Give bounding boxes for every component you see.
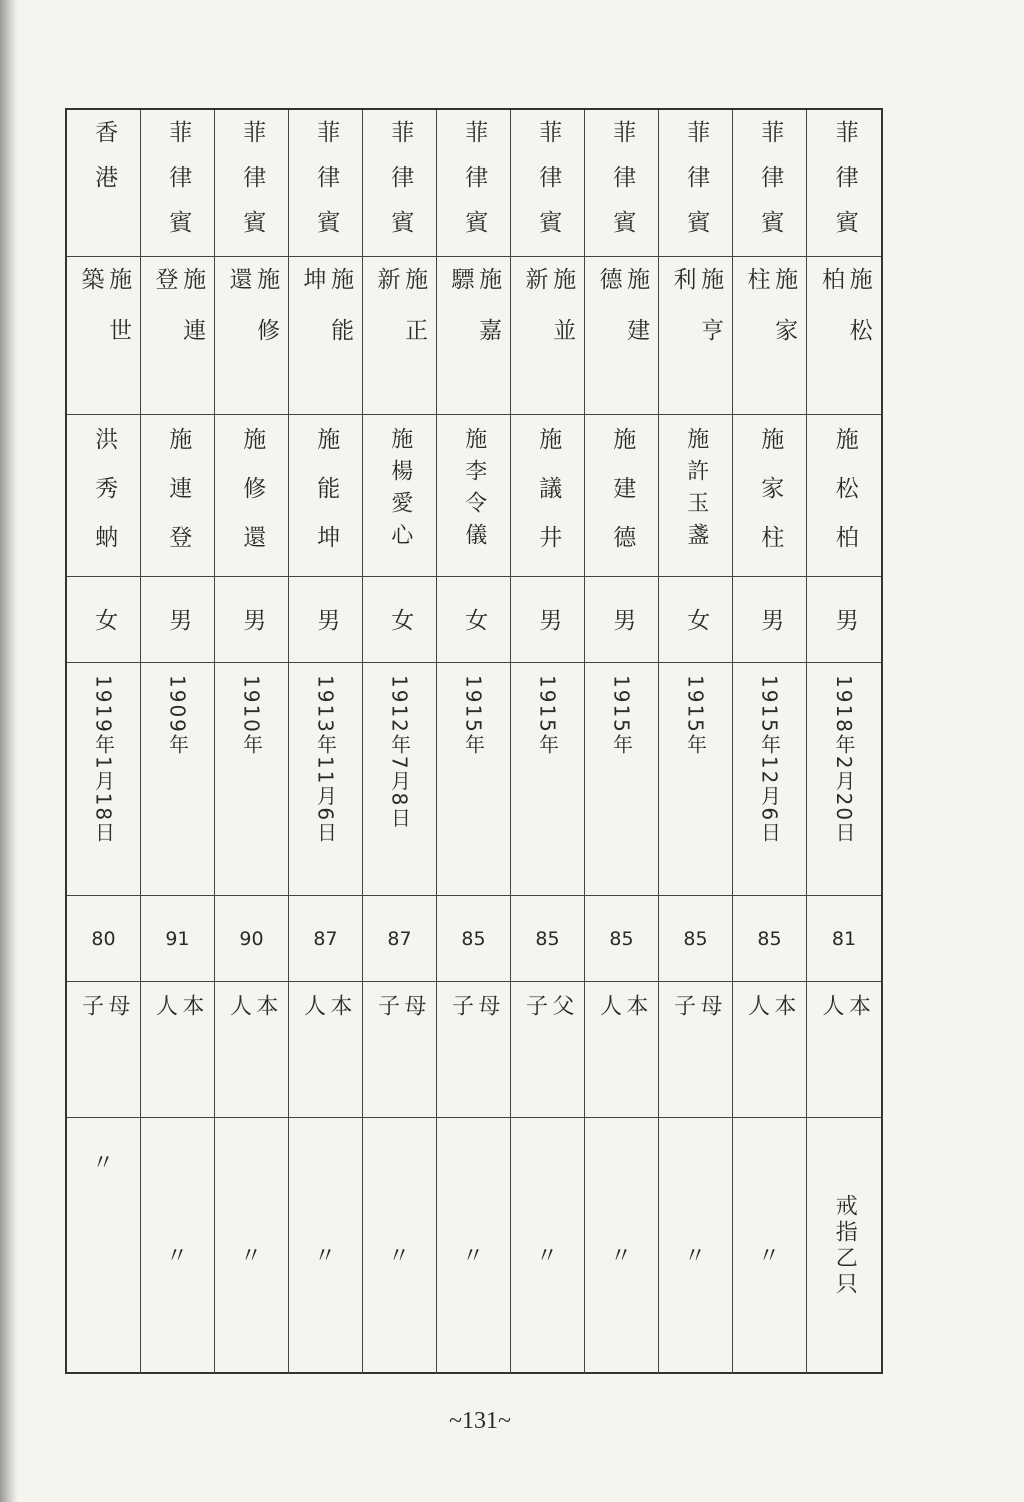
country-cell-text: 菲律賓 [831, 120, 858, 255]
birth-date-cell-text: 1915年 [609, 675, 634, 756]
binding-gutter [0, 0, 18, 1502]
relation-cell [585, 982, 659, 1118]
person-name-cell-text: 施家柱 [757, 427, 784, 574]
relation-cell [67, 982, 141, 1118]
relation-cell [363, 982, 437, 1118]
relation-cell-text: 父子 [522, 994, 574, 1072]
person-name-cell [585, 415, 659, 577]
age-cell-text: 87 [313, 927, 338, 950]
person-name-cell [363, 415, 437, 577]
item-cell-text: 〃 [165, 1243, 189, 1269]
birth-date-cell-text: 1915年 [683, 675, 708, 756]
sex-cell-text: 男 [609, 608, 636, 631]
age-cell [659, 896, 733, 982]
item-cell-text: 〃 [757, 1243, 781, 1269]
country-cell-text: 菲律賓 [165, 120, 192, 255]
applicant-name-cell [585, 257, 659, 415]
page-number: ~131~ [449, 1408, 511, 1434]
sex-cell [807, 577, 881, 663]
item-cell [141, 1118, 215, 1374]
country-cell [733, 110, 807, 257]
country-cell [67, 110, 141, 257]
relation-cell [733, 982, 807, 1118]
item-cell-text: 〃 [387, 1243, 411, 1269]
country-cell [511, 110, 585, 257]
age-cell-text: 85 [757, 927, 782, 950]
item-cell [585, 1118, 659, 1374]
age-cell [67, 896, 141, 982]
applicant-name-cell-text: 施世築 [77, 267, 132, 369]
sex-cell [289, 577, 363, 663]
relation-cell [215, 982, 289, 1118]
relation-cell [437, 982, 511, 1118]
person-name-cell-text: 施修還 [239, 427, 266, 574]
item-cell-text: 〃 [609, 1243, 633, 1269]
person-name-cell [215, 415, 289, 577]
age-cell-text: 81 [831, 927, 857, 950]
birth-date-cell [659, 663, 733, 896]
item-cell [363, 1118, 437, 1374]
person-name-cell [659, 415, 733, 577]
birth-date-cell-text: 1918年2月20日 [832, 675, 856, 845]
item-cell [733, 1118, 807, 1374]
item-cell-text: 〃 [683, 1243, 707, 1269]
birth-date-cell [67, 663, 141, 896]
sex-cell-text: 女 [387, 608, 414, 631]
country-cell-text: 菲律賓 [683, 120, 710, 255]
person-name-cell-text: 施李令儀 [461, 427, 487, 555]
relation-cell [289, 982, 363, 1118]
person-name-cell [67, 415, 141, 577]
person-name-cell-text: 施連登 [165, 427, 192, 574]
sex-cell [585, 577, 659, 663]
person-name-cell [807, 415, 881, 577]
birth-date-cell-text: 1909年 [165, 675, 190, 756]
age-cell [807, 896, 881, 982]
age-cell-text: 80 [91, 927, 116, 950]
applicant-name-cell [215, 257, 289, 415]
birth-date-cell-text: 1912年7月8日 [387, 675, 412, 830]
relation-cell [659, 982, 733, 1118]
birth-date-cell [511, 663, 585, 896]
item-cell-text: 戒指乙只 [832, 1194, 858, 1298]
country-cell-text: 菲律賓 [535, 120, 562, 255]
sex-cell [215, 577, 289, 663]
applicant-name-cell-text: 施能坤 [299, 267, 354, 369]
person-name-cell [141, 415, 215, 577]
applicant-name-cell [511, 257, 585, 415]
applicant-name-cell-text: 施並新 [521, 267, 576, 369]
sex-cell [511, 577, 585, 663]
birth-date-cell [363, 663, 437, 896]
item-cell-text: 〃 [461, 1243, 485, 1269]
relation-cell-text: 本人 [596, 994, 648, 1072]
applicant-name-cell-text: 施嘉驃 [447, 267, 502, 369]
item-cell-text: 〃 [91, 1151, 115, 1176]
relation-cell-text: 本人 [819, 994, 871, 1072]
applicant-name-cell-text: 施家柱 [743, 267, 798, 369]
relation-cell-text: 母子 [448, 994, 500, 1072]
item-cell [67, 1118, 141, 1374]
country-cell-text: 菲律賓 [239, 120, 266, 255]
birth-date-cell [585, 663, 659, 896]
applicant-name-cell [289, 257, 363, 415]
applicant-name-cell-text: 施連登 [151, 267, 206, 369]
country-cell [659, 110, 733, 257]
country-cell-text: 菲律賓 [461, 120, 488, 255]
birth-date-cell [289, 663, 363, 896]
person-name-cell-text: 施建德 [609, 427, 636, 574]
relation-cell-text: 本人 [152, 994, 204, 1072]
birth-date-cell-text: 1910年 [239, 675, 264, 756]
item-cell [215, 1118, 289, 1374]
age-cell [437, 896, 511, 982]
item-cell [437, 1118, 511, 1374]
country-cell [363, 110, 437, 257]
age-cell [733, 896, 807, 982]
applicant-name-cell [807, 257, 881, 415]
birth-date-cell [141, 663, 215, 896]
applicant-name-cell [141, 257, 215, 415]
item-cell [289, 1118, 363, 1374]
applicant-name-cell-text: 施建德 [595, 267, 650, 369]
relation-cell-text: 母子 [78, 994, 130, 1072]
country-cell [807, 110, 881, 257]
item-cell [807, 1118, 881, 1374]
relation-cell-text: 本人 [300, 994, 352, 1072]
age-cell [363, 896, 437, 982]
item-cell [511, 1118, 585, 1374]
sex-cell-text: 男 [165, 608, 192, 631]
relation-cell [511, 982, 585, 1118]
item-cell-text: 〃 [313, 1243, 337, 1269]
sex-cell-text: 男 [535, 608, 562, 631]
age-cell-text: 85 [535, 927, 560, 950]
sex-cell-text: 男 [757, 608, 784, 631]
birth-date-cell-text: 1913年11月6日 [313, 675, 338, 845]
age-cell-text: 90 [239, 927, 264, 950]
person-name-cell-text: 洪秀蚋 [91, 427, 118, 574]
birth-date-cell-text: 1915年12月6日 [757, 675, 782, 845]
relation-cell-text: 母子 [374, 994, 426, 1072]
applicant-name-cell [363, 257, 437, 415]
country-cell [141, 110, 215, 257]
sex-cell [363, 577, 437, 663]
birth-date-cell [807, 663, 881, 896]
applicant-name-cell [67, 257, 141, 415]
sex-cell-text: 女 [91, 608, 118, 631]
applicant-name-cell-text: 施亨利 [669, 267, 724, 369]
applicant-name-cell [659, 257, 733, 415]
country-cell [215, 110, 289, 257]
age-cell-text: 85 [461, 927, 486, 950]
item-cell [659, 1118, 733, 1374]
country-cell-text: 菲律賓 [609, 120, 636, 255]
age-cell-text: 85 [683, 927, 708, 950]
relation-cell-text: 本人 [744, 994, 796, 1072]
sex-cell [659, 577, 733, 663]
applicant-name-cell [733, 257, 807, 415]
sex-cell-text: 男 [831, 608, 858, 631]
person-name-cell-text: 施松柏 [831, 427, 858, 574]
age-cell [289, 896, 363, 982]
sex-cell-text: 男 [239, 608, 266, 631]
age-cell-text: 87 [387, 927, 412, 950]
birth-date-cell [437, 663, 511, 896]
person-name-cell-text: 施能坤 [313, 427, 340, 574]
sex-cell [733, 577, 807, 663]
age-cell [215, 896, 289, 982]
sex-cell [437, 577, 511, 663]
sex-cell-text: 女 [683, 608, 710, 631]
country-cell-text: 香港 [91, 120, 118, 210]
age-cell-text: 85 [609, 927, 634, 950]
person-name-cell-text: 施許玉盞 [683, 427, 709, 555]
birth-date-cell [215, 663, 289, 896]
birth-date-cell-text: 1915年 [461, 675, 486, 756]
age-cell [585, 896, 659, 982]
person-name-cell [733, 415, 807, 577]
person-name-cell [437, 415, 511, 577]
item-cell-text: 〃 [239, 1243, 263, 1269]
country-cell [289, 110, 363, 257]
age-cell [141, 896, 215, 982]
sex-cell [141, 577, 215, 663]
relation-cell [141, 982, 215, 1118]
birth-date-cell [733, 663, 807, 896]
relation-cell-text: 本人 [226, 994, 278, 1072]
birth-date-cell-text: 1915年 [535, 675, 560, 756]
birth-date-cell-text: 1919年1月18日 [91, 675, 116, 845]
age-cell-text: 91 [165, 927, 190, 950]
person-name-cell [511, 415, 585, 577]
country-cell [585, 110, 659, 257]
country-cell-text: 菲律賓 [313, 120, 340, 255]
country-cell-text: 菲律賓 [757, 120, 784, 255]
person-name-cell-text: 施議井 [535, 427, 562, 574]
age-cell [511, 896, 585, 982]
relation-cell-text: 母子 [670, 994, 722, 1072]
item-cell-text: 〃 [535, 1243, 559, 1269]
person-name-cell [289, 415, 363, 577]
person-name-cell-text: 施楊愛心 [387, 427, 413, 555]
applicant-name-cell-text: 施修還 [225, 267, 280, 369]
applicant-name-cell [437, 257, 511, 415]
relation-cell [807, 982, 881, 1118]
sex-cell-text: 男 [313, 608, 340, 631]
sex-cell [67, 577, 141, 663]
applicant-name-cell-text: 施正新 [373, 267, 428, 369]
applicant-name-cell-text: 施松柏 [818, 267, 872, 369]
country-cell [437, 110, 511, 257]
sex-cell-text: 女 [461, 608, 488, 631]
donation-table [65, 108, 883, 1374]
country-cell-text: 菲律賓 [387, 120, 414, 255]
